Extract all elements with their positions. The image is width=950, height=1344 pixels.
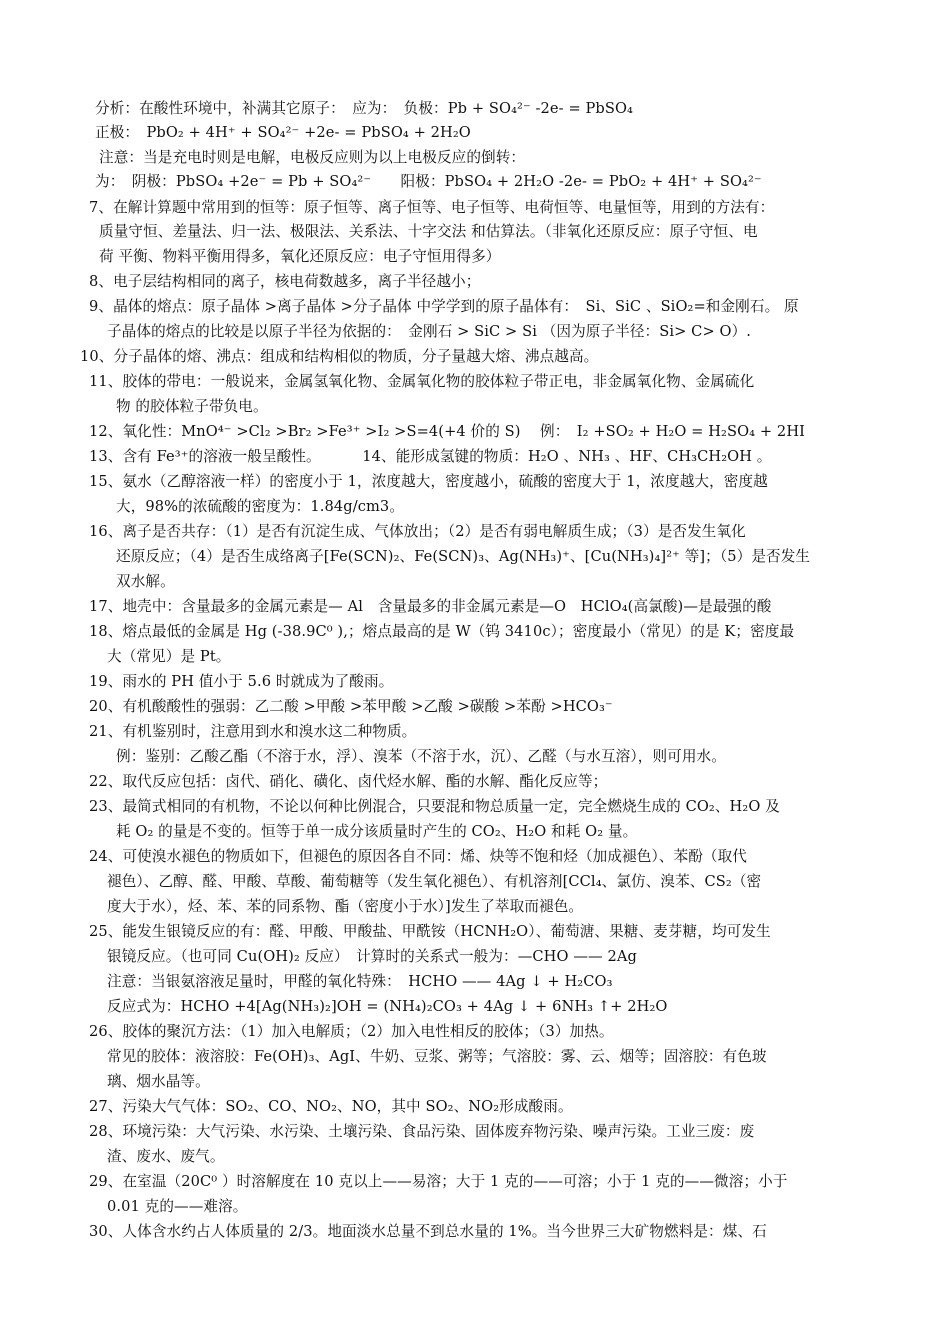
text-line: 为： 阴极：PbSO₄ +2e⁻ = Pb + SO₄²⁻ 阳极：PbSO₄ + 2H₂O -2e- = PbO₂ + 4H⁺ + SO₄²⁻ — [95, 173, 762, 190]
text-line: 还原反应；（4）是否生成络离子[Fe(SCN)₂、Fe(SCN)₃、Ag(NH₃)⁺、[Cu(NH₃)₄]²⁺ 等]；（5）是否发生 — [116, 548, 811, 565]
text-line: 23、最简式相同的有机物，不论以何种比例混合，只要混和物总质量一定，完全燃烧生成的 CO₂、H₂O 及 — [89, 798, 780, 815]
text-line: 物 的胶体粒子带负电。 — [116, 398, 268, 415]
text-line: 25、能发生银镜反应的有：醛、甲酸、甲酸盐、甲酰铵（HCNH₂O）、葡萄溏、果糖、麦芽糖，均可发生 — [89, 923, 771, 940]
text-line: 注意：当银氨溶液足量时，甲醛的氧化特殊： HCHO —— 4Ag ↓ + H₂CO₃ — [107, 973, 613, 990]
text-line: 19、雨水的 PH 值小于 5.6 时就成为了酸雨。 — [89, 673, 394, 690]
text-line: 12、氧化性：MnO⁴⁻ >Cl₂ >Br₂ >Fe³⁺ >I₂ >S=4(+4 价的 S) 例： I₂ +SO₂ + H₂O = H₂SO₄ + 2HI — [89, 423, 806, 440]
text-line: 0.01 克的——难溶。 — [107, 1198, 248, 1215]
text-line: 例：鉴别：乙酸乙酯（不溶于水，浮）、溴苯（不溶于水，沉）、乙醛（与水互溶），则可用水。 — [116, 748, 726, 765]
text-line: 荷 平衡、物料平衡用得多，氧化还原反应：电子守恒用得多） — [99, 248, 501, 265]
text-line: 渣、废水、废气。 — [107, 1148, 225, 1165]
text-line: 13、含有 Fe³⁺的溶液一般呈酸性。 14、能形成氢键的物质：H₂O 、NH₃ 、HF、CH₃CH₂OH 。 — [89, 448, 772, 465]
text-line: 20、有机酸酸性的强弱：乙二酸 >甲酸 >苯甲酸 >乙酸 >碳酸 >苯酚 >HCO₃⁻ — [89, 698, 613, 715]
text-line: 银镜反应。（也可同 Cu(OH)₂ 反应） 计算时的关系式一般为：—CHO —— 2Ag — [107, 948, 637, 965]
text-line: 注意：当是充电时则是电解，电极反应则为以上电极反应的倒转： — [99, 149, 526, 166]
text-line: 耗 O₂ 的量是不变的。恒等于单一成分该质量时产生的 CO₂、H₂O 和耗 O₂ 量。 — [116, 823, 638, 840]
text-line: 正极： PbO₂ + 4H⁺ + SO₄²⁻ +2e- = PbSO₄ + 2H₂O — [95, 124, 471, 141]
text-line: 21、有机鉴别时，注意用到水和溴水这二种物质。 — [89, 723, 417, 740]
text-line: 双水解。 — [116, 573, 175, 590]
text-line: 24、可使溴水褪色的物质如下，但褪色的原因各自不同：烯、炔等不饱和烃（加成褪色）、苯酚（取代 — [89, 848, 747, 865]
text-line: 度大于水），烃、苯、苯的同系物、酯（密度小于水）]发生了萃取而褪色。 — [107, 898, 584, 915]
text-line: 10、分子晶体的熔、沸点：组成和结构相似的物质，分子量越大熔、沸点越高。 — [80, 348, 599, 365]
text-line: 常见的胶体：液溶胶：Fe(OH)₃、AgI、牛奶、豆浆、粥等；气溶胶：雾、云、烟等；固溶胶：有色玻 — [107, 1048, 767, 1065]
text-line: 30、人体含水约占人体质量的 2/3。地面淡水总量不到总水量的 1%。当今世界三大矿物燃料是：煤、石 — [89, 1223, 767, 1240]
text-line: 29、在室温（20C⁰ ）时溶解度在 10 克以上——易溶；大于 1 克的——可溶；小于 1 克的——微溶；小于 — [89, 1173, 788, 1190]
text-line: 反应式为：HCHO +4[Ag(NH₃)₂]OH = (NH₄)₂CO₃ + 4Ag ↓ + 6NH₃ ↑+ 2H₂O — [107, 998, 668, 1015]
text-line: 22、取代反应包括：卤代、硝化、磺化、卤代烃水解、酯的水解、酯化反应等； — [89, 773, 608, 790]
text-line: 子晶体的熔点的比较是以原子半径为依据的： 金刚石 > SiC > Si （因为原子半径：Si> C> O）. — [107, 323, 752, 340]
text-line: 18、熔点最低的金属是 Hg (-38.9C⁰ ),；熔点最高的是 W（钨 3410c）；密度最小（常见）的是 K；密度最 — [89, 623, 795, 640]
text-line: 17、地壳中：含量最多的金属元素是— Al 含量最多的非金属元素是—O HClO₄(高氯酸)—是最强的酸 — [89, 598, 772, 615]
text-line: 分析：在酸性环境中，补满其它原子： 应为： 负极：Pb + SO₄²⁻ -2e- = PbSO₄ — [95, 100, 633, 117]
text-line: 8、电子层结构相同的离子，核电荷数越多，离子半径越小； — [89, 273, 481, 290]
text-line: 28、环境污染：大气污染、水污染、土壤污染、食品污染、固体废弃物污染、噪声污染。工业三废：废 — [89, 1123, 755, 1140]
text-line: 15、氨水（乙醇溶液一样）的密度小于 1，浓度越大，密度越小，硫酸的密度大于 1，浓度越大，密度越 — [89, 473, 768, 490]
text-line: 16、离子是否共存：（1）是否有沉淀生成、气体放出；（2）是否有弱电解质生成；（3）是否发生氧化 — [89, 523, 746, 540]
text-line: 大（常见）是 Pt。 — [107, 648, 231, 665]
text-line: 大，98%的浓硫酸的密度为：1.84g/cm3。 — [116, 498, 405, 515]
text-line: 9、晶体的熔点：原子晶体 >离子晶体 >分子晶体 中学学到的原子晶体有： Si、SiC 、SiO₂=和金刚石。 原 — [89, 298, 799, 315]
text-line: 璃、烟水晶等。 — [107, 1073, 210, 1090]
text-line: 质量守恒、差量法、归一法、极限法、关系法、十字交法 和估算法。（非氧化还原反应：原子守恒、电 — [99, 223, 758, 240]
text-line: 27、污染大气气体：SO₂、CO、NO₂、NO，其中 SO₂、NO₂形成酸雨。 — [89, 1098, 573, 1115]
text-line: 26、胶体的聚沉方法：（1）加入电解质；（2）加入电性相反的胶体；（3）加热。 — [89, 1023, 614, 1040]
text-line: 7、在解计算题中常用到的恒等：原子恒等、离子恒等、电子恒等、电荷恒等、电量恒等，用到的方法有： — [89, 199, 775, 216]
text-line: 11、胶体的带电：一般说来，金属氢氧化物、金属氧化物的胶体粒子带正电，非金属氧化物、金属硫化 — [89, 373, 755, 390]
text-line: 褪色）、乙醇、醛、甲酸、草酸、葡萄糖等（发生氧化褪色）、有机溶剂[CCl₄、氯仿、溴苯、CS₂（密 — [107, 873, 762, 890]
